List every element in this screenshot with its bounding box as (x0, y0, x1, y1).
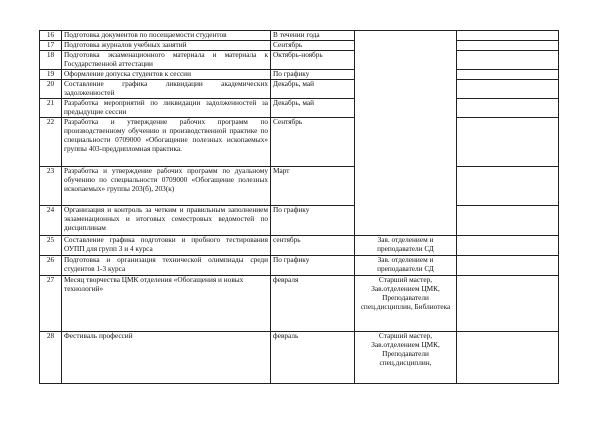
table-row (40, 332, 559, 384)
table-row (40, 41, 559, 51)
row-number: 25 (40, 236, 62, 256)
mark-cell (457, 80, 559, 99)
row-number: 28 (40, 332, 62, 384)
mark-cell (457, 276, 559, 332)
term-cell: февраль (271, 332, 355, 384)
task-cell: Подготовка и организация технической олимпиады среди студентов 1-3 курса (62, 256, 271, 276)
mark-cell (457, 31, 559, 41)
row-number: 22 (40, 118, 62, 167)
row-number: 19 (40, 70, 62, 80)
table-row (40, 256, 559, 276)
task-cell: Составление графика ликвидации академических задолженностей (62, 80, 271, 99)
table-row (40, 31, 559, 41)
plan-table (39, 30, 559, 384)
row-number: 26 (40, 256, 62, 276)
table-row (40, 99, 559, 118)
term-cell: Декабрь, май (271, 80, 355, 99)
row-number: 24 (40, 206, 62, 236)
task-cell: Разработка мероприятий по ликвидации задолженностей за предыдущие сессии (62, 99, 271, 118)
table-row (40, 276, 559, 332)
responsible-cell-merged (355, 31, 457, 236)
term-cell: февраля (271, 276, 355, 332)
row-number: 18 (40, 51, 62, 70)
table-row (40, 118, 559, 167)
mark-cell (457, 118, 559, 167)
responsible-cell: Зав. отделением и преподаватели СД (355, 256, 457, 276)
mark-cell (457, 206, 559, 236)
mark-cell (457, 51, 559, 70)
mark-cell (457, 70, 559, 80)
task-cell: Подготовка экзаменационного материала и материала к Государственной аттестации (62, 51, 271, 70)
mark-cell (457, 236, 559, 256)
row-number: 20 (40, 80, 62, 99)
task-cell: Подготовка документов по посещаемости студентов (62, 31, 271, 41)
table-row (40, 206, 559, 236)
responsible-cell: Старший мастер, Зав.отделением ЦМК, Преподаватели спец.дисциплин, Библиотека (355, 276, 457, 332)
task-cell: Составление графика подготовки и пробного тестирования ОУПП для групп 3 и 4 курса (62, 236, 271, 256)
table-row (40, 80, 559, 99)
responsible-cell: Старший мастер, Зав.отделением ЦМК, Преподаватели спец.дисциплин, (355, 332, 457, 384)
term-cell: По графику (271, 206, 355, 236)
mark-cell (457, 99, 559, 118)
term-cell: Сентябрь (271, 118, 355, 167)
row-number: 16 (40, 31, 62, 41)
term-cell: Март (271, 167, 355, 206)
row-number: 23 (40, 167, 62, 206)
mark-cell (457, 41, 559, 51)
term-cell: сентябрь (271, 236, 355, 256)
row-number: 27 (40, 276, 62, 332)
mark-cell (457, 167, 559, 206)
table-row (40, 167, 559, 206)
table-row (40, 70, 559, 80)
term-cell: В течении года (271, 31, 355, 41)
row-number: 21 (40, 99, 62, 118)
task-cell: Организация и контроль за четким и правильным заполнением экзаменационных и итоговых семестровых ведомостей по дисциплинам (62, 206, 271, 236)
task-cell: Фестиваль профессий (62, 332, 271, 384)
term-cell: Сентябрь (271, 41, 355, 51)
task-cell: Разработка и утверждение рабочих программ по производственному обучению и производственной практике по специальности 0709000 «Обогащение полезных ископаемых» группы 403-преддипломная практика. (62, 118, 271, 167)
table-row (40, 51, 559, 70)
task-cell: Оформление допуска студентов к сессии (62, 70, 271, 80)
term-cell: По графику (271, 256, 355, 276)
row-number: 17 (40, 41, 62, 51)
task-cell: Месяц творчества ЦМК отделения «Обогащения и новых технологий» (62, 276, 271, 332)
term-cell: По графику (271, 70, 355, 80)
task-cell: Подготовка журналов учебных занятий (62, 41, 271, 51)
table-row (40, 236, 559, 256)
mark-cell (457, 256, 559, 276)
mark-cell (457, 332, 559, 384)
term-cell: Октябрь-ноябрь (271, 51, 355, 70)
responsible-cell: Зав. отделением и преподаватели СД (355, 236, 457, 256)
term-cell: Декабрь, май (271, 99, 355, 118)
task-cell: Разработка и утверждение рабочих программ по дуальному обучению по специальности 0709000 «Обогащение полезных ископаемых» группы 203(б), 203(к) (62, 167, 271, 206)
